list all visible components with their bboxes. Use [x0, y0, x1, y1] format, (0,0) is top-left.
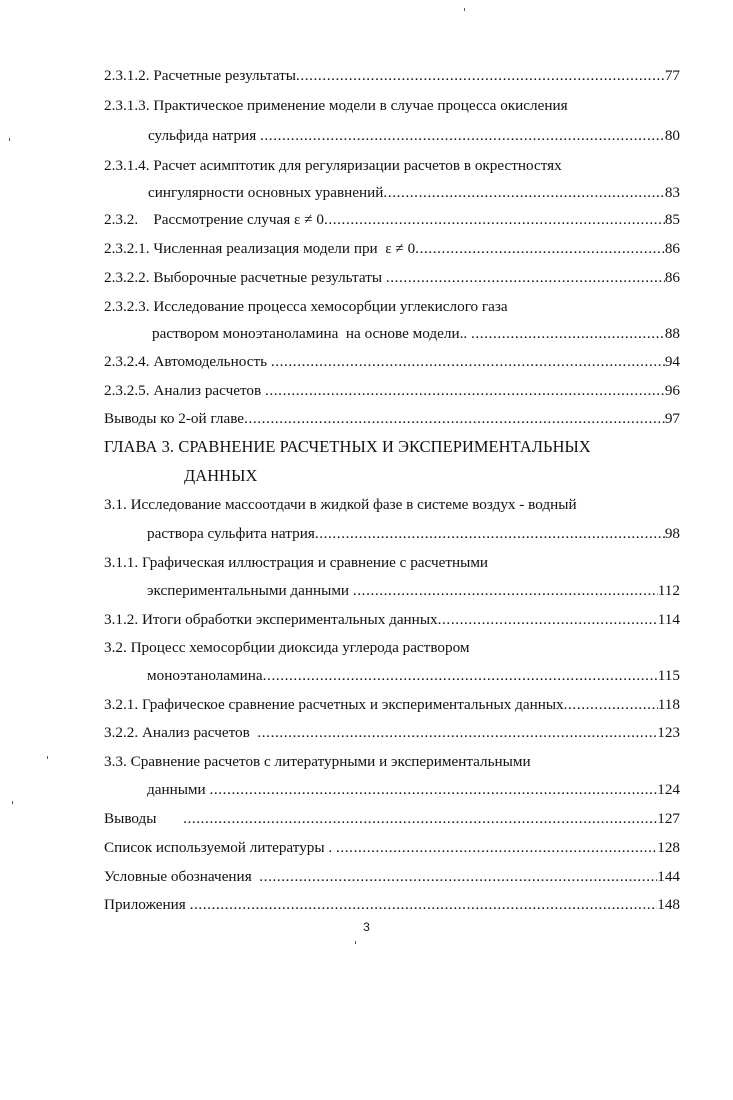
toc-entry-page: 96	[664, 382, 680, 399]
toc-entry	[104, 381, 680, 401]
toc-entry-title: 3.1. Исследование массоотдачи в жидкой фазе в системе воздух - водный	[104, 496, 577, 513]
toc-entry	[104, 723, 680, 743]
toc-entry-title: Условные обозначения	[104, 868, 260, 885]
scan-speck	[12, 801, 13, 804]
toc-entry	[104, 239, 680, 259]
toc-entry-title: сингулярности основных уравнений	[148, 184, 384, 201]
dot-leader	[259, 867, 657, 887]
toc-entry-title: Список используемой литературы .	[104, 839, 336, 856]
toc-entry-title: 3.1.2. Итоги обработки экспериментальных данных	[104, 611, 438, 628]
toc-entry-title: экспериментальными данными	[147, 582, 353, 599]
toc-entry-title: сульфида натрия	[148, 127, 261, 144]
chapter-heading-title: ДАННЫХ	[184, 466, 258, 485]
dot-leader	[336, 838, 657, 858]
dot-leader	[260, 126, 665, 146]
toc-entry-page: 98	[664, 525, 680, 542]
toc-entry-page: 80	[664, 127, 680, 144]
chapter-heading	[104, 437, 680, 457]
toc-entry	[104, 752, 680, 772]
toc-entry-title: 3.1.1. Графическая иллюстрация и сравнение с расчетными	[104, 554, 489, 571]
toc-entry-title: 2.3.2.2. Выборочные расчетные результаты	[104, 269, 386, 286]
toc-entry-continuation	[147, 524, 680, 544]
dot-leader	[415, 239, 665, 259]
toc-entry-title: раствора сульфита натрия	[147, 525, 315, 542]
dot-leader	[564, 695, 658, 715]
toc-entry-page: 148	[657, 896, 680, 913]
toc-entry-continuation	[148, 183, 680, 203]
toc-entry	[104, 638, 680, 658]
toc-entry-page: 144	[657, 868, 680, 885]
toc-entry	[104, 268, 680, 288]
dot-leader	[353, 581, 658, 601]
toc-entry-continuation	[147, 666, 680, 686]
dot-leader	[471, 324, 665, 344]
toc-entry	[104, 695, 680, 715]
toc-entry-continuation	[147, 581, 680, 601]
toc-entry-title: моноэтаноламина	[147, 667, 263, 684]
dot-leader	[324, 210, 665, 230]
dot-leader	[296, 66, 665, 86]
toc-entry	[104, 838, 680, 858]
toc-entry	[104, 66, 680, 86]
toc-entry-title: Выводы	[104, 810, 184, 827]
toc-entry	[104, 297, 680, 317]
chapter-heading-title: ГЛАВА 3. СРАВНЕНИЕ РАСЧЕТНЫХ И ЭКСПЕРИМЕНТАЛЬНЫХ	[104, 437, 591, 456]
toc-entry	[104, 96, 680, 116]
dot-leader	[183, 809, 657, 829]
toc-entry-title: данными	[147, 781, 210, 798]
toc-entry	[104, 809, 680, 829]
toc-entry-title: 2.3.2. Рассмотрение случая ε ≠ 0	[104, 211, 324, 228]
dot-leader	[315, 524, 665, 544]
toc-entry-page: 83	[664, 184, 680, 201]
dot-leader	[386, 268, 665, 288]
toc-entry-page: 118	[657, 696, 680, 713]
page-number: 3	[363, 920, 370, 934]
toc-entry	[104, 553, 680, 573]
toc-entry-title: 2.3.1.3. Практическое применение модели в случае процесса окисления	[104, 97, 568, 114]
toc-entry-title: Выводы ко 2-ой главе	[104, 410, 245, 427]
dot-leader	[209, 780, 657, 800]
dot-leader	[438, 610, 658, 630]
toc-entry-page: 115	[657, 667, 680, 684]
toc-entry-page: 123	[657, 724, 680, 741]
toc-entry-page: 77	[664, 67, 680, 84]
toc-entry-title: 2.3.2.4. Автомодельность	[104, 353, 271, 370]
scan-speck	[9, 138, 10, 141]
toc-entry-page: 85	[664, 211, 680, 228]
toc-entry-title: 2.3.1.2. Расчетные результаты	[104, 67, 296, 84]
dot-leader	[383, 183, 664, 203]
scan-speck	[464, 8, 465, 11]
toc-entry-page: 86	[664, 240, 680, 257]
toc-entry-page: 97	[664, 410, 680, 427]
dot-leader	[271, 352, 665, 372]
toc-entry-title: 3.2. Процесс хемосорбции диоксида углерода раствором	[104, 639, 470, 656]
toc-entry-continuation	[152, 324, 680, 344]
toc-entry-continuation	[148, 126, 680, 146]
toc-entry-page: 114	[657, 611, 680, 628]
toc-entry-title: 3.2.2. Анализ расчетов	[104, 724, 258, 741]
toc-entry	[104, 409, 680, 429]
toc-entry-title: 2.3.2.1. Численная реализация модели при ε ≠ 0	[104, 240, 416, 257]
dot-leader	[265, 381, 665, 401]
toc-entry-title: 3.2.1. Графическое сравнение расчетных и экспериментальных данных	[104, 696, 564, 713]
toc-entry	[104, 210, 680, 230]
toc-entry	[104, 352, 680, 372]
toc-entry-title: 2.3.1.4. Расчет асимптотик для регуляризации расчетов в окрестностях	[104, 157, 562, 174]
scan-speck	[355, 941, 356, 944]
toc-entry-page: 127	[657, 810, 680, 827]
toc-entry-page: 88	[664, 325, 680, 342]
toc-entry-title: 2.3.2.5. Анализ расчетов	[104, 382, 265, 399]
toc-entry-page: 86	[664, 269, 680, 286]
toc-entry	[104, 895, 680, 915]
toc-entry-page: 112	[657, 582, 680, 599]
dot-leader	[257, 723, 657, 743]
dot-leader	[244, 409, 665, 429]
toc-entry-page: 128	[657, 839, 680, 856]
chapter-heading-continuation	[184, 466, 680, 486]
toc-entry-title: раствором моноэтаноламина на основе модели..	[152, 325, 471, 342]
toc-entry-title: 3.3. Сравнение расчетов с литературными и экспериментальными	[104, 753, 531, 770]
toc-entry-title: 2.3.2.3. Исследование процесса хемосорбции углекислого газа	[104, 298, 508, 315]
toc-entry-title: Приложения	[104, 896, 190, 913]
toc-entry	[104, 610, 680, 630]
toc-entry	[104, 495, 680, 515]
dot-leader	[190, 895, 658, 915]
scan-speck	[47, 756, 48, 759]
toc-entry-page: 94	[664, 353, 680, 370]
toc-entry	[104, 867, 680, 887]
toc-entry	[104, 156, 680, 176]
dot-leader	[263, 666, 658, 686]
toc-entry-continuation	[147, 780, 680, 800]
toc-entry-page: 124	[657, 781, 680, 798]
